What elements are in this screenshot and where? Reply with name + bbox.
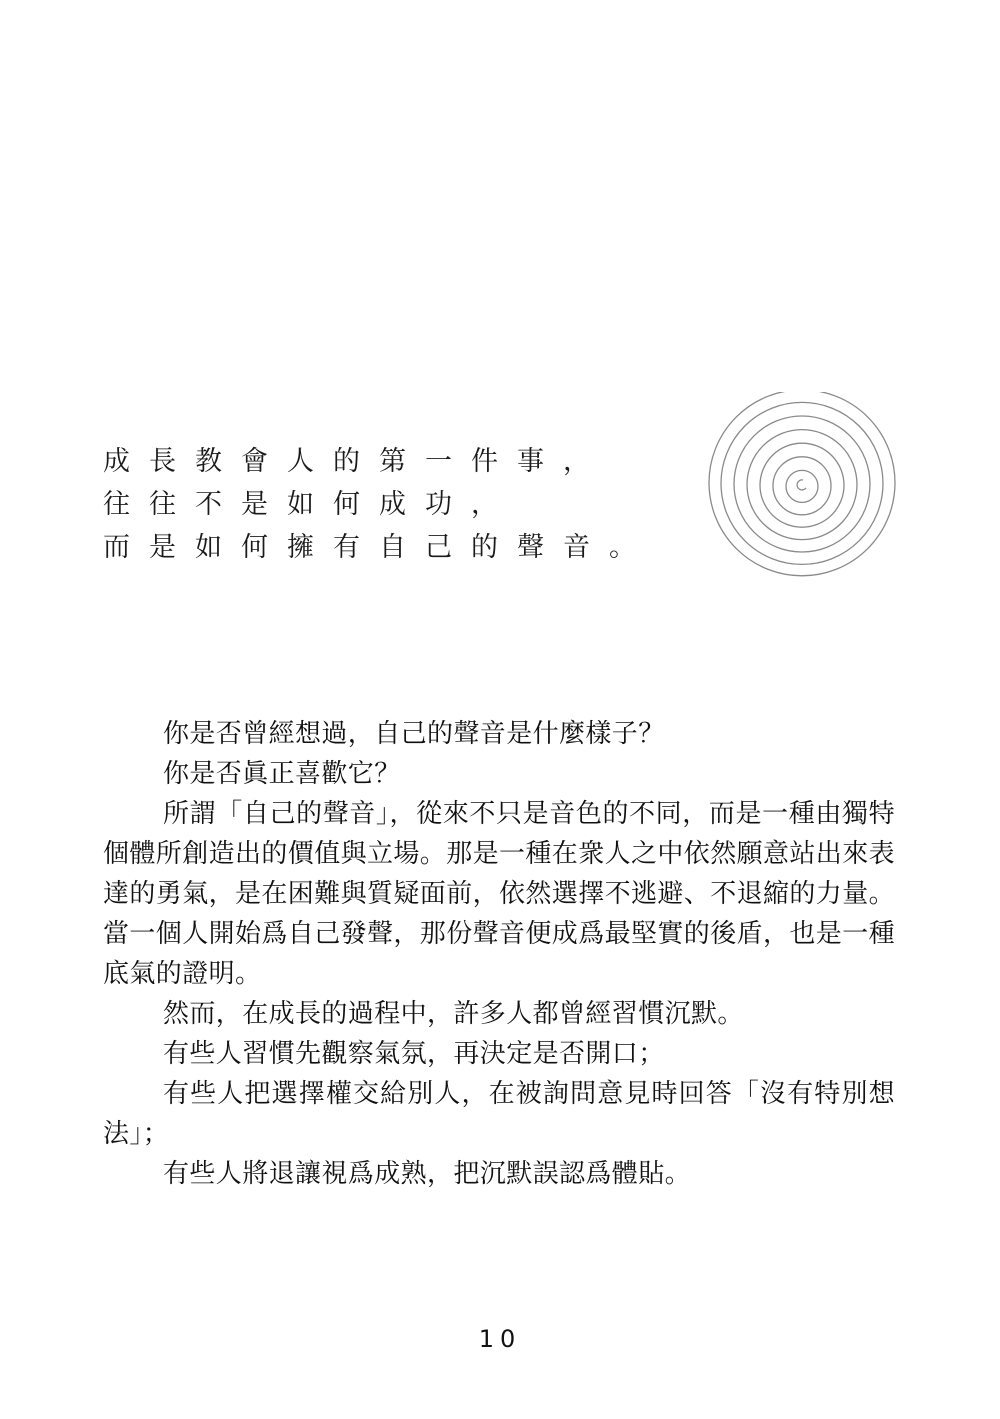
paragraph-6: 有些人把選擇權交給別人，在被詢問意見時回答「沒有特別想法」； [103,1079,895,1149]
concentric-spiral-icon [707,392,897,582]
epigraph-line-2: 往往不是如何成功， [103,489,517,520]
spiral-ring [747,430,857,540]
epigraph-line-3: 而是如何擁有自己的聲音。 [103,532,655,563]
paragraph-5: 有些人習慣先觀察氣氛，再決定是否開口； [163,1039,665,1069]
spiral-ring [734,416,870,552]
spiral-ring [773,457,831,515]
paragraph-4: 然而，在成長的過程中，許多人都曾經習慣沉默。 [163,999,744,1029]
page-number: 10 [478,1325,522,1353]
paragraph-1: 你是否曾經想過，自己的聲音是什麼樣子？ [163,719,665,749]
spiral-ring [709,392,895,576]
spiral-center-curl [797,480,806,490]
body-text [103,714,895,1194]
epigraph-line-1: 成長教會人的第一件事， [103,446,609,477]
epigraph [103,440,663,569]
spiral-ring [786,470,818,502]
paragraph-7: 有些人將退讓視爲成熟，把沉默誤認爲體貼。 [163,1159,692,1189]
paragraph-2: 你是否眞正喜歡它？ [163,759,401,789]
paragraph-3: 所謂「自己的聲音」，從來不只是音色的不同，而是一種由獨特個體所創造出的價值與立場。那是一種在衆人之中依然願意站出來表達的勇氣，是在困難與質疑面前，依然選擇不逃避、不退縮的力量。當一個人開始爲自己發聲，那份聲音便成爲最堅實的後盾，也是一種底氣的證明。 [103,799,896,989]
